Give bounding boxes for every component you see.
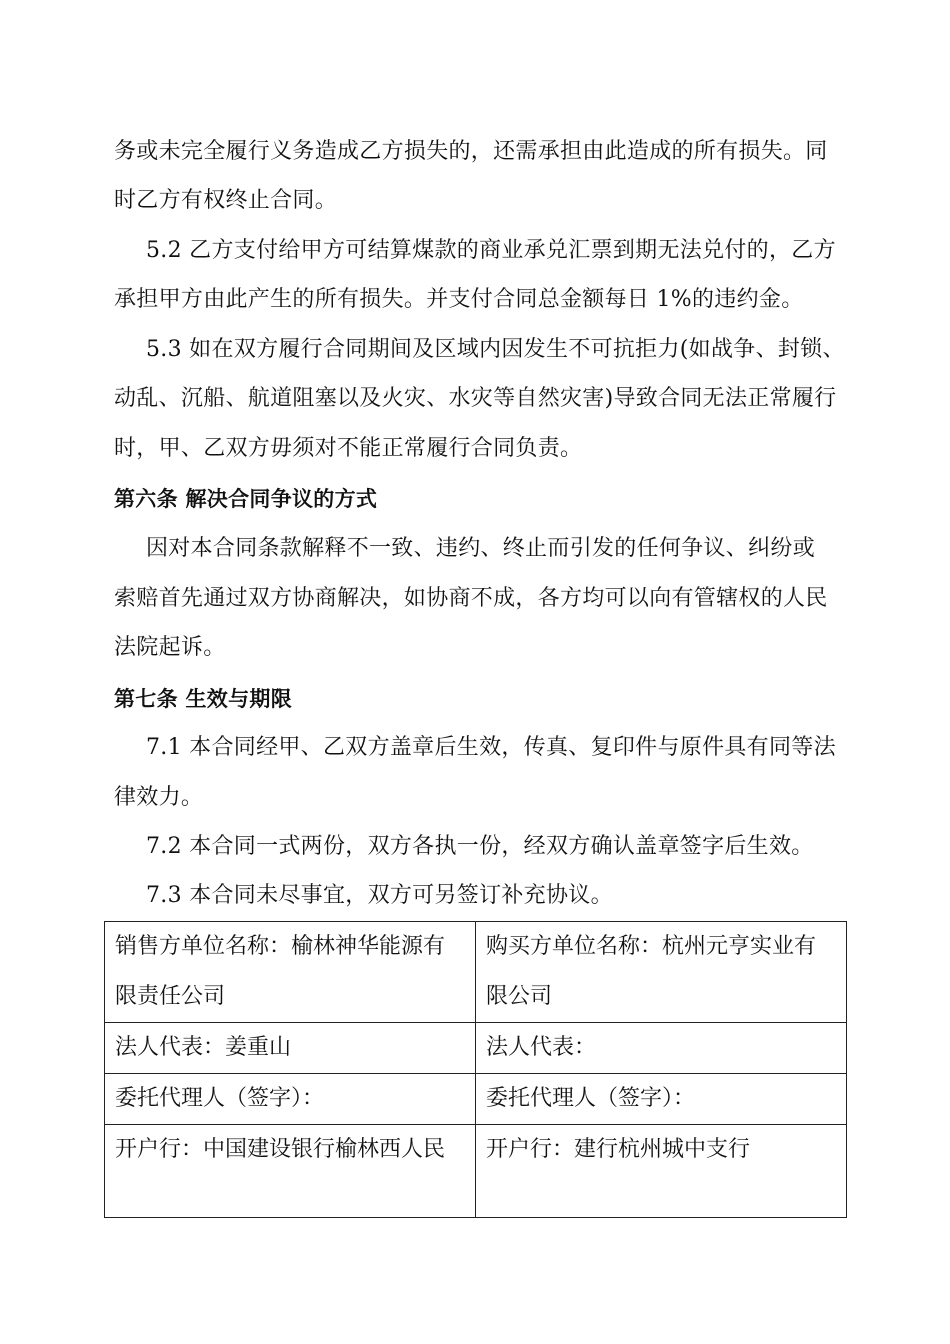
seller-bank: 开户行：中国建设银行榆林西人民: [115, 1137, 446, 1162]
seller-legal-rep-cell: [105, 1023, 476, 1074]
seller-bank-cell: [105, 1125, 476, 1218]
paragraph-line: 7.2 本合同一式两份，双方各执一份，经双方确认盖章签字后生效。: [146, 834, 814, 859]
section-heading-6: 第六条 解决合同争议的方式: [114, 487, 378, 511]
buyer-bank: 开户行：建行杭州城中支行: [486, 1137, 751, 1162]
buyer-legal-rep-cell: [476, 1023, 847, 1074]
seller-name-cell: [105, 922, 476, 1023]
buyer-legal-rep: 法人代表：: [486, 1035, 597, 1060]
paragraph-line: 索赔首先通过双方协商解决，如协商不成，各方均可以向有管辖权的人民: [114, 586, 828, 611]
seller-legal-rep: 法人代表：姜重山: [115, 1035, 292, 1060]
buyer-name-cell: [476, 922, 847, 1023]
paragraph-line: 动乱、沉船、航道阻塞以及火灾、水灾等自然灾害)导致合同无法正常履行: [114, 386, 837, 411]
buyer-agent-cell: [476, 1074, 847, 1125]
paragraph-line: 承担甲方由此产生的所有损失。并支付合同总金额每日 1%的违约金。: [114, 287, 804, 312]
section-heading-7: 第七条 生效与期限: [114, 687, 293, 711]
table-row: [105, 1125, 847, 1218]
table-row: [105, 1023, 847, 1074]
paragraph-line: 务或未完全履行义务造成乙方损失的，还需承担由此造成的所有损失。同: [114, 139, 828, 164]
paragraph-line: 7.1 本合同经甲、乙双方盖章后生效，传真、复印件与原件具有同等法: [146, 735, 836, 760]
paragraph-line: 时乙方有权终止合同。: [114, 188, 338, 213]
paragraph-line: 7.3 本合同未尽事宜，双方可另签订补充协议。: [146, 883, 613, 908]
seller-agent-cell: [105, 1074, 476, 1125]
paragraph-line: 法院起诉。: [114, 635, 226, 660]
paragraph-line: 5.3 如在双方履行合同期间及区域内因发生不可抗拒力(如战争、封锁、: [146, 337, 845, 362]
paragraph-line: 5.2 乙方支付给甲方可结算煤款的商业承兑汇票到期无法兑付的，乙方: [146, 238, 836, 263]
paragraph-line: 律效力。: [114, 785, 204, 810]
buyer-name: 购买方单位名称：杭州元亨实业有 限公司: [486, 934, 817, 1009]
paragraph-line: 时，甲、乙双方毋须对不能正常履行合同负责。: [114, 436, 583, 461]
buyer-agent: 委托代理人（签字）：: [486, 1086, 696, 1111]
seller-name: 销售方单位名称：榆林神华能源有 限责任公司: [115, 934, 446, 1009]
table-row: [105, 1074, 847, 1125]
paragraph-line: 因对本合同条款解释不一致、违约、终止而引发的任何争议、纠纷或: [146, 536, 816, 561]
signature-table: [104, 921, 847, 1218]
table-row: [105, 922, 847, 1023]
buyer-bank-cell: [476, 1125, 847, 1218]
seller-agent: 委托代理人（签字）：: [115, 1086, 325, 1111]
